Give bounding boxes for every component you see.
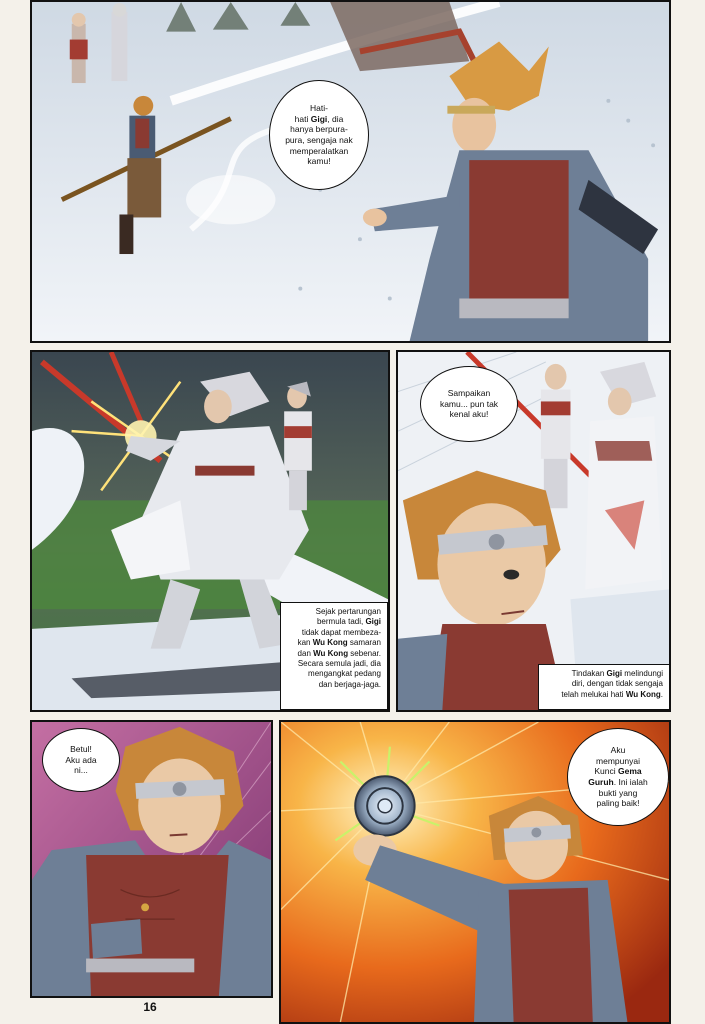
bubble-text: Sampaikan	[447, 388, 491, 399]
caption-text: dan berjaga-jaga.	[318, 679, 381, 689]
panel-5-gema-guruh-key	[279, 720, 671, 1024]
caption-name-wukong: Wu Kong	[312, 638, 348, 648]
bubble-text: Hati-	[310, 103, 328, 114]
bubble-text: memperalatkan	[289, 145, 349, 156]
bubble-text: hanya berpura-	[290, 124, 348, 135]
bubble-text: ni...	[74, 765, 88, 776]
speech-bubble-warning	[269, 80, 369, 190]
bubble-text: kamu... pun tak	[439, 398, 499, 409]
caption-name-wukong: Wu Kong	[625, 689, 661, 699]
caption-name-wukong: Wu Kong	[313, 648, 349, 658]
caption-text: Sejak pertarungan	[315, 607, 381, 616]
bubble-text: Aku	[610, 745, 626, 756]
bubble-text: Betul!	[70, 744, 92, 755]
caption-text: bermula tadi,	[316, 617, 366, 627]
page-number: 16	[143, 1000, 157, 1014]
panel-4-gigi-betul	[30, 720, 273, 998]
bubble-text: paling baik!	[596, 798, 640, 809]
bubble-name-gema: Gema	[618, 766, 642, 777]
speech-bubble-gema-guruh	[567, 728, 669, 826]
bubble-text: , dia	[327, 113, 344, 124]
caption-text: Secara semula jadi, dia	[297, 658, 381, 668]
bubble-text: . Ini ialah	[613, 777, 648, 787]
bubble-text: pura, sengaja nak	[285, 135, 353, 145]
bubble-text: hati	[294, 113, 311, 124]
panel-3-gigi-closeup	[396, 350, 671, 712]
caption-text: sebenar.	[348, 648, 381, 658]
caption-text: mengangkat pedang	[308, 669, 381, 679]
caption-text: melindungi	[622, 669, 663, 678]
narration-caption-gigi	[280, 602, 388, 710]
caption-name-gigi: Gigi	[365, 617, 381, 627]
caption-text: dan	[297, 648, 314, 658]
bubble-text: Aku ada	[65, 754, 97, 765]
caption-text: tidak dapat membeza-	[301, 627, 381, 637]
bubble-text: kenal aku!	[449, 409, 489, 420]
caption-name-gigi: Gigi	[606, 669, 623, 678]
speech-bubble-gigi	[420, 366, 518, 442]
caption-text: diri, dengan tidak sengaja	[571, 679, 663, 689]
bubble-text: Kunci	[594, 766, 618, 777]
caption-text: Tindakan	[571, 669, 607, 678]
caption-text: kan	[297, 638, 313, 648]
caption-text: samaran	[347, 638, 381, 648]
caption-text: telah melukai hati	[561, 689, 626, 699]
speech-bubble-betul	[42, 728, 120, 792]
bubble-text: mempunyai	[596, 755, 640, 766]
bubble-text: kamu!	[307, 156, 331, 167]
caption-text: .	[660, 689, 663, 699]
narration-caption-wukong	[538, 664, 670, 710]
bubble-text: bukti yang	[598, 787, 638, 798]
bubble-name-guruh: Guruh	[588, 777, 614, 787]
bubble-name-gigi: Gigi	[310, 113, 328, 124]
panel-1-snow-battle	[30, 0, 671, 343]
panel-2-sword-clash	[30, 350, 390, 712]
